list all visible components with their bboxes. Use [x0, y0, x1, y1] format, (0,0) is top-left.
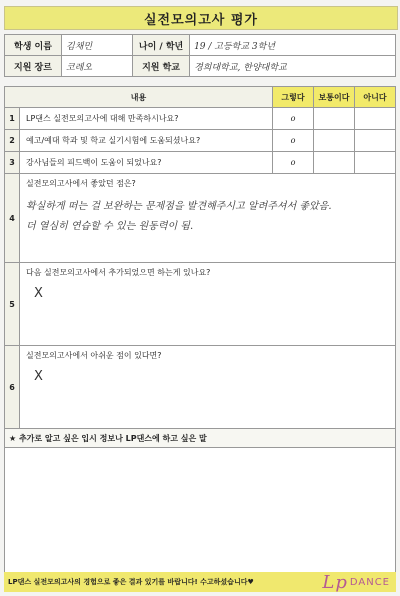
name-label: 학생 이름 — [5, 35, 62, 56]
table-row — [5, 263, 396, 346]
question-text: 실전모의고사에서 좋았던 점은? — [26, 179, 136, 188]
age-label: 나이 / 학년 — [133, 35, 190, 56]
school-value: 경희대학교, 한양대학교 — [190, 56, 396, 77]
question-number: 5 — [5, 263, 20, 346]
additional-comments-label: ★ 추가로 알고 싶은 입시 정보나 LP댄스에 하고 싶은 말 — [5, 429, 395, 448]
open-question-cell[interactable] — [20, 174, 396, 263]
school-label: 지원 학교 — [133, 56, 190, 77]
no-cell[interactable] — [355, 152, 396, 174]
table-row — [5, 130, 396, 152]
form-title: 실전모의고사 평가 — [4, 6, 398, 30]
open-question-cell[interactable] — [20, 263, 396, 346]
question-number: 3 — [5, 152, 20, 174]
lp-dance-logo — [322, 572, 396, 593]
name-value: 김채민 — [62, 35, 133, 56]
table-row — [5, 108, 396, 130]
student-info-table — [4, 34, 396, 77]
yes-mark[interactable]: o — [273, 152, 314, 174]
handwritten-x-mark: X — [34, 286, 43, 301]
lp-logo-icon: Lp — [322, 571, 348, 593]
survey-table — [4, 86, 396, 429]
question-number: 4 — [5, 174, 20, 263]
additional-comments-box[interactable] — [4, 428, 396, 574]
table-row — [5, 174, 396, 263]
handwritten-x-mark: X — [34, 369, 43, 384]
genre-value: 코레오 — [62, 56, 133, 77]
no-cell[interactable] — [355, 130, 396, 152]
question-text: 강사님들의 피드백이 도움이 되었나요? — [20, 152, 273, 174]
yes-mark[interactable]: o — [273, 130, 314, 152]
question-text: 예고/예대 학과 및 학교 실기시험에 도움되셨나요? — [20, 130, 273, 152]
content-header: 내용 — [5, 87, 273, 108]
logo-text: DANCE — [349, 576, 390, 588]
neutral-cell[interactable] — [314, 152, 355, 174]
question-number: 1 — [5, 108, 20, 130]
no-header: 아니다 — [355, 87, 396, 108]
question-text: 실전모의고사에서 아쉬운 점이 있다면? — [26, 351, 162, 360]
open-question-cell[interactable] — [20, 346, 396, 429]
question-text: 다음 실전모의고사에서 추가되었으면 하는게 있나요? — [26, 268, 211, 277]
yes-mark[interactable]: o — [273, 108, 314, 130]
neutral-header: 보통이다 — [314, 87, 355, 108]
question-number: 6 — [5, 346, 20, 429]
question-number: 2 — [5, 130, 20, 152]
handwritten-answer-line-1: 확실하게 떠는 걸 보완하는 문제점을 발견해주시고 알려주셔서 좋았음. — [26, 201, 332, 212]
table-row — [5, 346, 396, 429]
no-cell[interactable] — [355, 108, 396, 130]
footer-banner — [4, 572, 396, 592]
neutral-cell[interactable] — [314, 108, 355, 130]
genre-label: 지원 장르 — [5, 56, 62, 77]
neutral-cell[interactable] — [314, 130, 355, 152]
yes-header: 그렇다 — [273, 87, 314, 108]
footer-message: LP댄스 실전모의고사의 경험으로 좋은 결과 있기를 바랍니다! 수고하셨습니다♥ — [8, 578, 254, 586]
table-row — [5, 152, 396, 174]
handwritten-answer-line-2: 더 열심히 연습할 수 있는 원동력이 됨. — [26, 221, 194, 232]
question-text: LP댄스 실전모의고사에 대해 만족하시나요? — [20, 108, 273, 130]
age-value: 19 / 고등학교 3학년 — [190, 35, 396, 56]
